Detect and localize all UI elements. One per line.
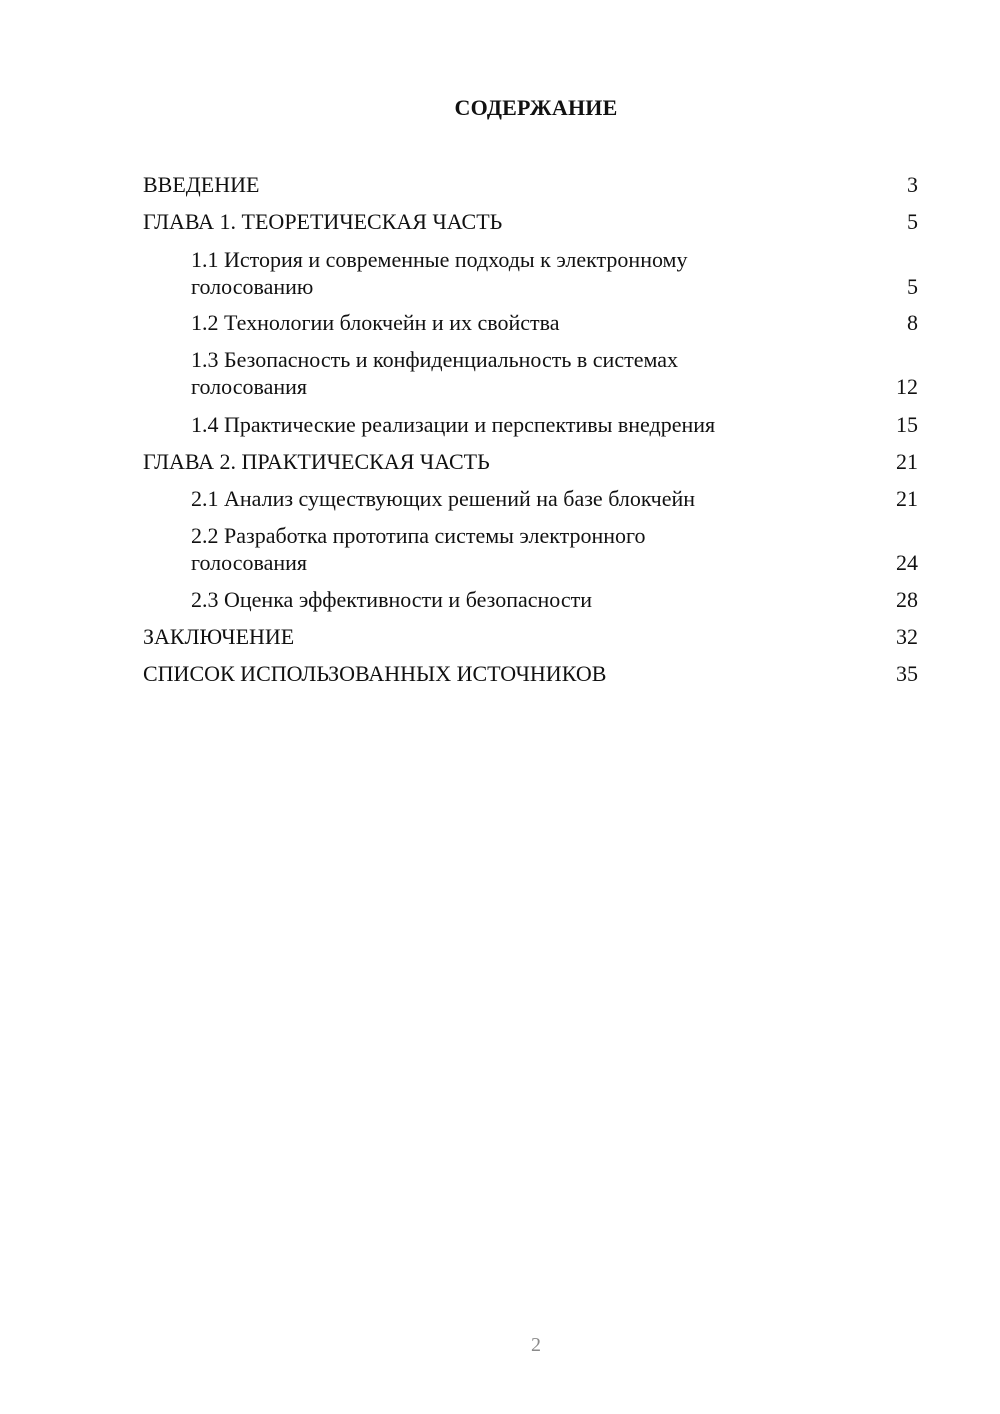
toc-entry-page: 5 — [907, 274, 918, 299]
toc-entry-page: 35 — [896, 661, 918, 686]
toc-entry-text: ЗАКЛЮЧЕНИЕ — [143, 624, 295, 649]
toc-entry-page: 21 — [896, 486, 918, 511]
toc-entry-text: ВВЕДЕНИЕ — [143, 172, 260, 197]
toc-entry-page: 3 — [907, 172, 918, 197]
toc-entry-text: 1.1 История и современные подходы к электронному голосованию — [191, 247, 688, 299]
toc-entry-page: 24 — [896, 550, 918, 575]
toc-entry-page: 21 — [896, 449, 918, 474]
toc-entry-text: ГЛАВА 2. ПРАКТИЧЕСКАЯ ЧАСТЬ — [143, 449, 490, 474]
toc-title: СОДЕРЖАНИЕ — [454, 95, 618, 120]
toc-entry-text: 2.2 Разработка прототипа системы электронного голосования — [191, 523, 646, 575]
toc-entry-page: 8 — [907, 310, 918, 335]
toc-entry-text: 2.1 Анализ существующих решений на базе блокчейн — [191, 486, 696, 511]
toc-entry-text: 2.3 Оценка эффективности и безопасности — [191, 587, 592, 612]
page-number: 2 — [531, 1334, 541, 1356]
toc-entry-page: 5 — [907, 209, 918, 234]
toc-entry-page: 32 — [896, 624, 918, 649]
toc-entry-text: СПИСОК ИСПОЛЬЗОВАННЫХ ИСТОЧНИКОВ — [143, 661, 607, 686]
toc-entry-page: 12 — [896, 374, 918, 399]
toc-entry-text: ГЛАВА 1. ТЕОРЕТИЧЕСКАЯ ЧАСТЬ — [143, 209, 503, 234]
toc-entry-text: 1.4 Практические реализации и перспективы внедрения — [191, 412, 716, 437]
toc-entry-text: 1.2 Технологии блокчейн и их свойства — [191, 310, 560, 335]
toc-entry-page: 15 — [896, 412, 918, 437]
toc-entry-page: 28 — [896, 587, 918, 612]
toc-entry-text: 1.3 Безопасность и конфиденциальность в системах голосования — [191, 347, 678, 399]
